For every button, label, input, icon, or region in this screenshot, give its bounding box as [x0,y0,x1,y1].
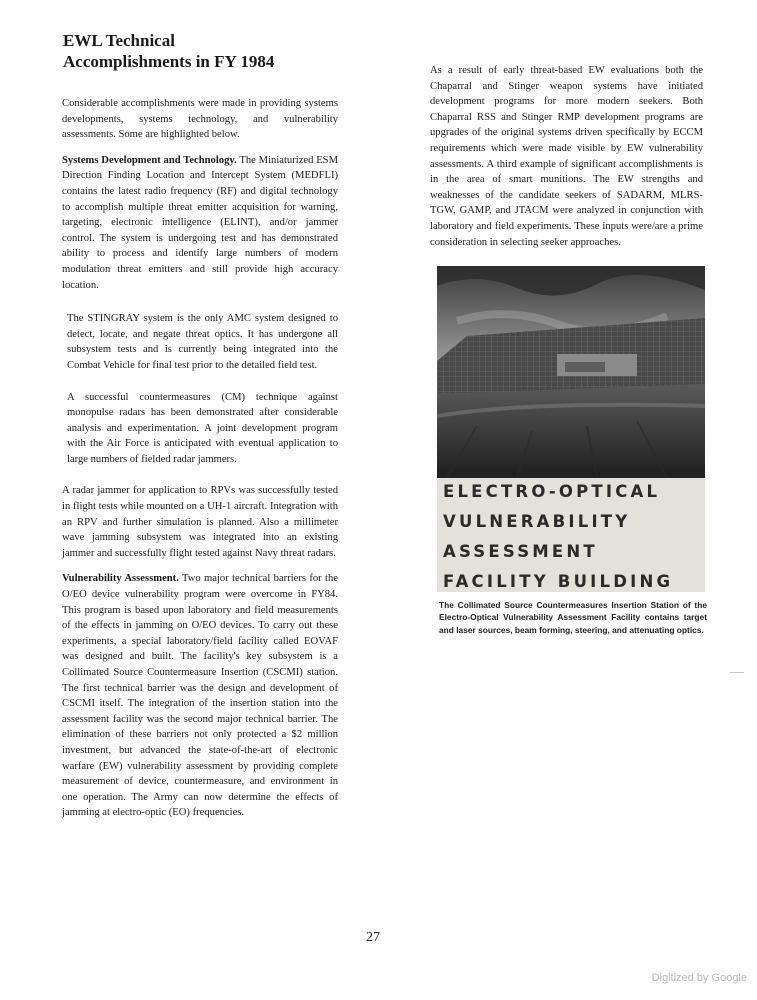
facility-figure [437,266,705,592]
stingray-paragraph: The STINGRAY system is the only AMC system designed to detect, locate, and negate threat optics. It has undergone all subsystem tests and is currently being integrated into the Combat Vehicle for final test prior to the detailed field test. [67,313,338,371]
title-line-2: Accomplishments in FY 1984 [63,52,275,71]
left-column [62,96,338,831]
vulnerability-assessment-paragraph [62,571,338,821]
systems-development-paragraph [62,153,338,293]
intro-paragraph: Considerable accomplishments were made in providing systems developments, systems technology, and vulnerability assessments. Some are highlighted below. [62,98,338,141]
title-line-1: EWL Technical [63,31,175,50]
threat-based-ew-paragraph: As a result of early threat-based EW evaluations both the Chaparral and Stinger weapon systems have initiated development programs for more modern seekers. Both Chaparral RSS and Stinger RMP development programs are upgrades of the original systems driven specifically by ECCM requirements which were made visible by EW vulnerability assessments. A third example of significant accomplishments is in the area of smart munitions. The EW strengths and weaknesses of the candidate seekers of SADARM, MLRS-TGW, GAMP, and JTACM were analyzed in conjunction with laboratory and field experiments. These inputs were/are a prime consideration in selecting seeker approaches. [430,65,703,248]
scan-mark [730,672,744,673]
vulnerability-assessment-body: Two major technical barriers for the O/EO device vulnerability program were overcome in FY84. This program is based upon laboratory and field measurements of the effects in jamming on O/EO devices. To carry out these experiments, a special laboratory/field facility called EOVAF was designed and built. The facility's key subsystem is a Collimated Source Countermeasure Insertion (CSCMI) station. The first technical barrier was the design and development of CSCMI itself. The integration of the insertion station into the assessment facility was the second major technical barrier. The elimination of these barriers not only protected a $2 million investment, but advanced the state-of-the-art of electronic warfare (EW) vulnerability assessment by providing complete measurement of device, countermeasure, and environment in one operation. The Army can now determine the effects of jamming at electro-optic (EO) frequencies. [62,573,338,819]
right-column [430,63,703,260]
systems-development-body: The Miniaturized ESM Direction Finding Location and Intercept System (MEDFLI) contains the latest radio frequency (RF) and digital technology to accomplish multiple threat emitter acquisition for warning, targeting, electronic intelligence (ELINT), and/or jammer control. The system is undergoing test and has demonstrated ability to process and identify large numbers of modern modulation threat emitters and still provide high accuracy location. [62,154,338,291]
countermeasures-paragraph: A successful countermeasures (CM) technique against monopulse radars has been demonstrated after considerable analysis and experimentation. A joint development program with the Air Force is anticipated with eventual application to large numbers of fielded radar jammers. [67,391,338,465]
sign-line-3: ASSESSMENT [443,542,598,561]
sign-line-1: ELECTRO-OPTICAL [443,482,661,501]
radar-jammer-paragraph: A radar jammer for application to RPVs was successfully tested in flight tests while mounted on a UH-1 aircraft. Integration with an RPV and further simulation is planned. Also a millimeter wave jamming subsystem was integrated into an existing jammer and successfully flight tested against Navy threat radars. [62,485,338,559]
page-title [63,30,393,72]
page-number: 27 [366,930,380,945]
facility-building-photo [437,266,705,478]
systems-development-heading: Systems Development and Technology. [62,154,237,166]
vulnerability-assessment-heading: Vulnerability Assessment. [62,573,179,585]
digitized-watermark: Digitized by Google [651,972,747,984]
facility-sign [437,478,705,592]
sign-line-4: FACILITY BUILDING [443,572,674,591]
figure-caption: The Collimated Source Countermeasures Insertion Station of the Electro-Optical Vulnerability Assessment Facility contains target and laser sources, beam forming, steering, and attenuating optics. [439,600,707,635]
sign-line-2: VULNERABILITY [443,512,631,531]
